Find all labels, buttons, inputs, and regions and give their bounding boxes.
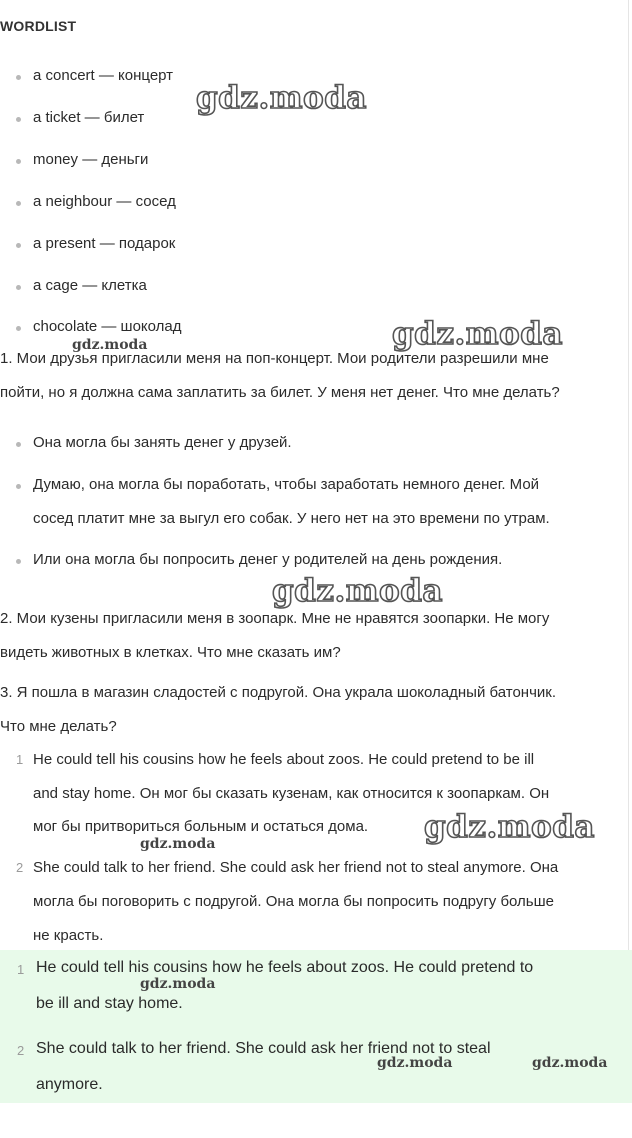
bullet-icon bbox=[16, 75, 21, 80]
wordlist-title: WORDLIST bbox=[0, 18, 77, 34]
right-divider bbox=[628, 0, 629, 950]
answer-line: She could talk to her friend. She could ask her friend not to steal anymore. Она bbox=[33, 859, 559, 876]
highlight-line: He could tell his cousins how he feels about zoos. He could pretend to bbox=[36, 959, 534, 976]
watermark: gdz.moda bbox=[424, 809, 595, 845]
answer-number: 2 bbox=[16, 860, 24, 875]
watermark: gdz.moda bbox=[196, 80, 367, 116]
question-2-line: видеть животных в клетках. Что мне сказать им? bbox=[0, 644, 341, 661]
question-1-line: 1. Мои друзья пригласили меня на поп-концерт. Мои родители разрешили мне bbox=[0, 350, 549, 367]
bullet-icon bbox=[16, 326, 21, 331]
wordlist-item: a neighbour — сосед bbox=[33, 193, 176, 210]
answer-line: мог бы притвориться больным и остаться дома. bbox=[33, 818, 369, 835]
answer-number: 1 bbox=[16, 752, 24, 767]
bullet-icon bbox=[16, 484, 21, 489]
wordlist-item: a present — подарок bbox=[33, 235, 176, 252]
highlight-line: anymore. bbox=[36, 1076, 103, 1093]
bullet-icon bbox=[16, 201, 21, 206]
bullet-icon bbox=[16, 442, 21, 447]
highlight-line: She could talk to her friend. She could ask her friend not to steal bbox=[36, 1040, 491, 1057]
highlight-number: 1 bbox=[17, 962, 25, 977]
question-3-line: 3. Я пошла в магазин сладостей с подругой. Она украла шоколадный батончик. bbox=[0, 684, 557, 701]
answer-line: не красть. bbox=[33, 927, 104, 944]
question-3-line: Что мне делать? bbox=[0, 718, 117, 735]
watermark: gdz.moda bbox=[532, 1055, 608, 1071]
answer-line: He could tell his cousins how he feels about zoos. He could pretend to be ill bbox=[33, 751, 535, 768]
wordlist-item: chocolate — шоколад bbox=[33, 318, 182, 335]
bullet-icon bbox=[16, 559, 21, 564]
question-1-line: пойти, но я должна сама заплатить за билет. У меня нет денег. Что мне делать? bbox=[0, 384, 560, 401]
wordlist-item: money — деньги bbox=[33, 151, 149, 168]
highlight-line: be ill and stay home. bbox=[36, 995, 183, 1012]
wordlist-item: a cage — клетка bbox=[33, 277, 147, 294]
watermark: gdz.moda bbox=[72, 337, 148, 353]
answer-line: Она могла бы занять денег у друзей. bbox=[33, 434, 292, 451]
highlight-number: 2 bbox=[17, 1043, 25, 1058]
bullet-icon bbox=[16, 117, 21, 122]
answer-line: Или она могла бы попросить денег у родителей на день рождения. bbox=[33, 551, 503, 568]
answer-line: and stay home. Он мог бы сказать кузенам, как относится к зоопаркам. Он bbox=[33, 785, 550, 802]
watermark: gdz.moda bbox=[272, 573, 443, 609]
wordlist-item: a concert — концерт bbox=[33, 67, 174, 84]
watermark: gdz.moda bbox=[392, 316, 563, 352]
bullet-icon bbox=[16, 243, 21, 248]
wordlist-item: a ticket — билет bbox=[33, 109, 145, 126]
watermark: gdz.moda bbox=[140, 836, 216, 852]
watermark: gdz.moda bbox=[140, 976, 216, 992]
answer-line: могла бы поговорить с подругой. Она могла бы попросить подругу больше bbox=[33, 893, 555, 910]
question-2-line: 2. Мои кузены пригласили меня в зоопарк. Мне не нравятся зоопарки. Не могу bbox=[0, 610, 550, 627]
answer-line: Думаю, она могла бы поработать, чтобы заработать немного денег. Мой bbox=[33, 476, 540, 493]
answer-line: сосед платит мне за выгул его собак. У него нет на это времени по утрам. bbox=[33, 510, 550, 527]
bullet-icon bbox=[16, 159, 21, 164]
bullet-icon bbox=[16, 285, 21, 290]
watermark: gdz.moda bbox=[377, 1055, 453, 1071]
